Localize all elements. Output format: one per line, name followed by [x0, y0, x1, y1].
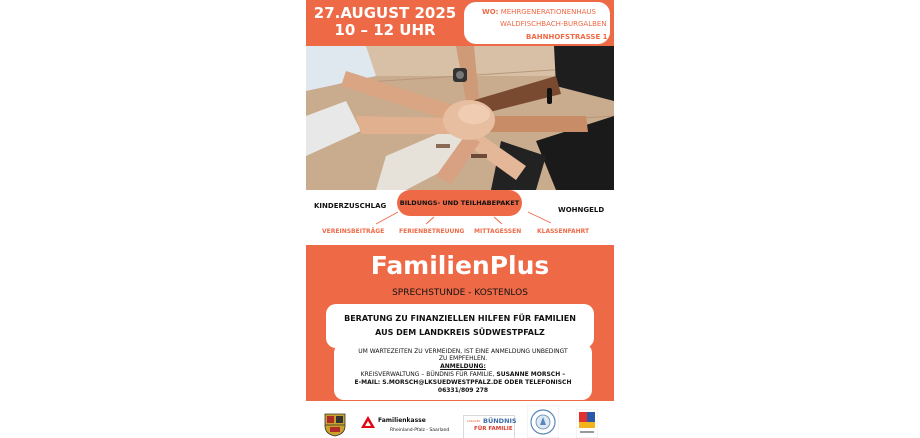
location-label: WO: — [482, 8, 499, 16]
benefit-item: KLASSENFAHRT — [537, 228, 590, 235]
event-date-time — [310, 5, 460, 39]
headline-line-1: BERATUNG ZU FINANZIELLEN HILFEN FÜR FAMILIEN — [344, 314, 576, 323]
hands-photo — [306, 46, 614, 190]
location-line-2: WALDFISCHBACH-BURGALBEN — [500, 20, 607, 28]
note-line-2: ZU EMPFEHLEN. — [438, 355, 488, 362]
familienkasse-region: Rheinland-Pfalz - Saarland — [390, 428, 450, 433]
familienkasse-name: Familienkasse — [378, 417, 426, 424]
coat-of-arms-logo — [324, 413, 346, 437]
benefit-bildungspaket: BILDUNGS- UND TEILHABEPAKET — [397, 190, 522, 216]
event-date: 27.AUGUST 2025 — [313, 4, 457, 22]
location-line-3: BAHNHOFSTRASSE 1 — [526, 33, 608, 41]
benefit-kinderzuschlag: KINDERZUSCHLAG — [314, 202, 387, 210]
familienkasse-logo — [360, 413, 448, 437]
headline-card — [326, 304, 594, 348]
contact-line-1 — [334, 371, 592, 379]
flyer — [306, 0, 614, 438]
benefit-item: MITTAGESSEN — [474, 228, 522, 235]
buendnis-logo — [463, 415, 515, 438]
registration-label: ANMELDUNG: — [440, 363, 486, 370]
partner-logos — [306, 401, 614, 438]
location-line-1 — [482, 8, 596, 16]
contact-person: SUSANNE MORSCH – — [496, 371, 566, 378]
benefit-item: FERIENBETREUUNG — [399, 228, 465, 235]
buendnis-small: LOKALES — [467, 419, 481, 423]
benefits-section — [306, 190, 614, 245]
colorful-emblem-logo — [576, 409, 598, 438]
location-box — [464, 2, 610, 44]
subtitle: SPRECHSTUNDE - KOSTENLOS — [392, 288, 528, 298]
buendnis-big: BÜNDNIS — [483, 417, 517, 425]
familienkasse-icon — [360, 415, 376, 429]
headline-line-2: AUS DEM LANDKREIS SÜDWESTPFALZ — [375, 328, 545, 337]
event-time: 10 – 12 UHR — [334, 21, 436, 39]
note-line-1: UM WARTEZEITEN ZU VERMEIDEN, IST EINE ANMELDUNG UNBEDINGT — [358, 348, 568, 355]
contact-card — [334, 343, 592, 400]
benefit-wohngeld: WOHNGELD — [558, 206, 605, 214]
round-emblem-logo — [527, 405, 559, 438]
info-section — [306, 245, 614, 401]
hands-photo-illustration — [306, 46, 614, 190]
contact-org: KREISVERWALTUNG – BÜNDNIS FÜR FAMILIE, — [360, 371, 497, 378]
contact-phone: 06331/809 278 — [437, 387, 489, 394]
location-venue: MEHRGENERATIONENHAUS — [500, 8, 597, 16]
header-band — [306, 0, 614, 46]
benefit-item: VEREINSBEITRÄGE — [322, 228, 385, 235]
buendnis-sub: FÜR FAMILIE — [474, 426, 513, 432]
contact-email-line: E-MAIL: S.MORSCH@LKSUEDWESTPFALZ.DE ODER TELEFONISCH — [354, 379, 572, 386]
brand-title: FamilienPlus — [370, 251, 550, 280]
